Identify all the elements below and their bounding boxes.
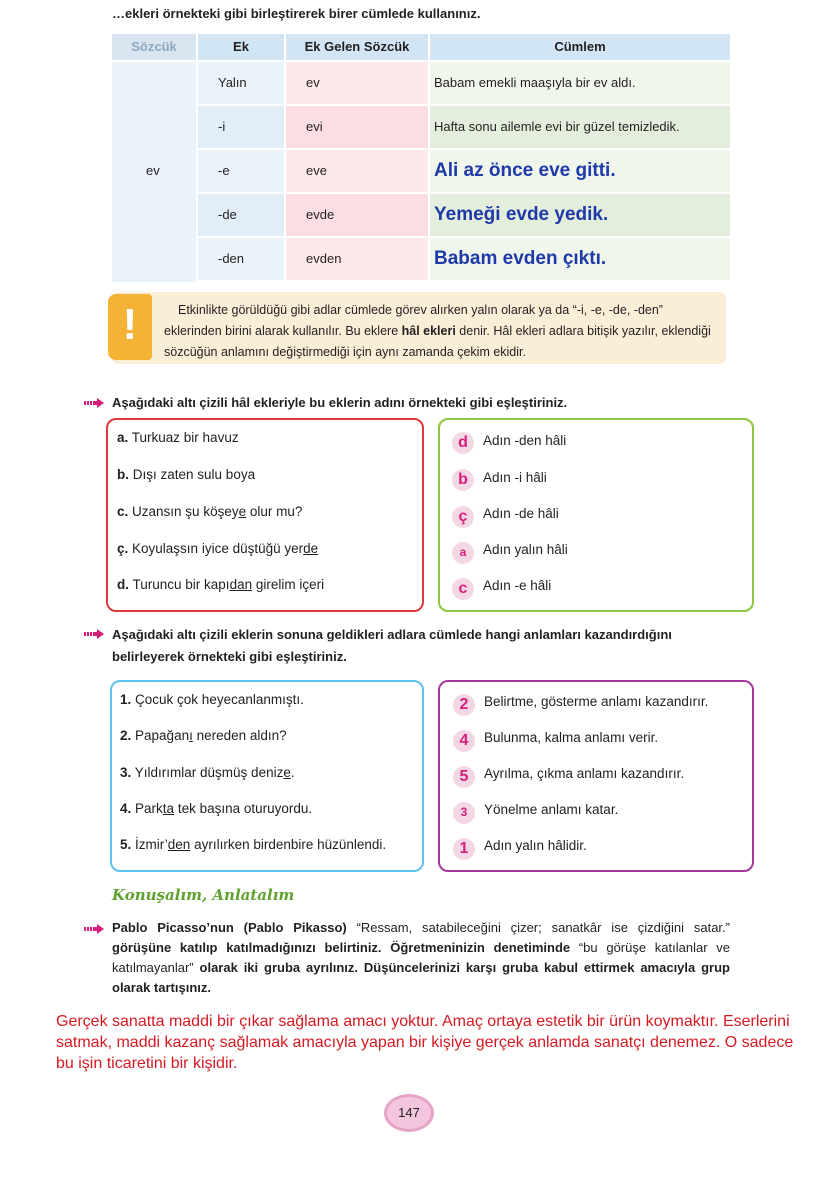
section1-title: Aşağıdaki altı çizili hâl ekleriyle bu eklerin adını örnekteki gibi eşleştiriniz. xyxy=(112,395,568,410)
section2-title: Aşağıdaki altı çizili eklerin sonuna geldikleri adlara cümlede hangi anlamları kazandırdığını belirleyerek örnekteki gibi eşleştiriniz. xyxy=(112,627,672,664)
top-instruction: …ekleri örnekteki gibi birleştirerek birer cümlede kullanınız. xyxy=(112,6,481,21)
section1-right-box xyxy=(438,418,754,612)
section1-left-box xyxy=(106,418,424,612)
answer-badge: 1 xyxy=(453,838,475,860)
handwritten-answer: Gerçek sanatta maddi bir çıkar sağlama amacı yoktur. Amaç ortaya estetik bir ürün koymaktır. Eserlerini satmak, maddi kazanç sağlamak amacıyla yapan bir kişiye gerçek anlamda sanatçı denemez. O sadece bu işin ticaretini bir kişidir. xyxy=(56,1013,794,1072)
answer-badge: c xyxy=(452,578,474,600)
answer-badge: b xyxy=(452,469,474,491)
arrow-icon xyxy=(84,924,104,934)
list-item: a. Turkuaz bir havuz xyxy=(117,430,239,445)
page-number: 147 xyxy=(384,1094,434,1132)
header-suffixed-word: Ek Gelen Sözcük xyxy=(304,39,410,54)
arrow-icon xyxy=(84,629,104,639)
row-sentence-handwritten: Yemeği evde yedik. xyxy=(434,204,609,225)
answer-badge: 3 xyxy=(453,802,475,824)
header-word: Sözcük xyxy=(131,39,177,54)
match-option: Adın -de hâli xyxy=(483,506,559,521)
table-background xyxy=(112,34,730,282)
list-item: 4. Parkta tek başına oturuyordu. xyxy=(120,801,313,816)
note-text: Etkinlikte görüldüğü gibi adlar cümlede görev alırken yalın olarak ya da “-i, -e, -de, -den” eklerinden birini alarak kullanılır. Bu eklere hâl ekleri denir. Hâl ekleri adlara bitişik yazılır, eklendiği sözcüğün anlamını değiştirmediği için aynı zamanda çekim ekidir. xyxy=(164,303,711,359)
match-option: Adın -e hâli xyxy=(483,578,552,593)
row-sentence-handwritten: Babam evden çıktı. xyxy=(434,248,607,269)
match-option: Adın yalın hâlidir. xyxy=(484,838,587,853)
list-item: 1. Çocuk çok heyecanlanmıştı. xyxy=(120,692,304,707)
header-sentence: Cümlem xyxy=(554,39,606,54)
match-option: Ayrılma, çıkma anlamı kazandırır. xyxy=(484,766,685,781)
row-suffix: -i xyxy=(218,119,226,134)
row-word: evi xyxy=(306,119,323,134)
row-word: evden xyxy=(306,251,342,266)
match-option: Adın -den hâli xyxy=(483,433,567,448)
answer-badge: ç xyxy=(452,506,474,528)
answer-badge: 4 xyxy=(453,730,475,752)
section2-right-box xyxy=(438,680,754,872)
answer-badge: a xyxy=(452,542,474,564)
match-option: Bulunma, kalma anlamı verir. xyxy=(484,730,659,745)
match-option: Yönelme anlamı katar. xyxy=(484,802,619,817)
list-item: 3. Yıldırımlar düşmüş denize. xyxy=(120,765,295,780)
row-suffix: -de xyxy=(218,207,237,222)
row-suffix: Yalın xyxy=(218,75,247,90)
row-suffix: -e xyxy=(218,163,230,178)
exclamation-icon: ! xyxy=(108,294,152,360)
answer-badge: d xyxy=(452,432,474,454)
list-item: b. Dışı zaten sulu boya xyxy=(117,467,256,482)
info-note xyxy=(112,292,726,364)
list-item: 5. İzmir’den ayrılırken birdenbire hüzünlendi. xyxy=(120,837,387,852)
arrow-icon xyxy=(84,398,104,408)
row-suffix: -den xyxy=(218,251,245,266)
row-word: eve xyxy=(306,163,327,178)
header-suffix: Ek xyxy=(233,39,249,54)
match-option: Belirtme, gösterme anlamı kazandırır. xyxy=(484,694,709,709)
row-sentence: Babam emekli maaşıyla bir ev aldı. xyxy=(434,75,636,90)
list-item: ç. Koyulaşsın iyice düştüğü yerde xyxy=(117,541,319,556)
row-sentence-handwritten: Ali az önce eve gitti. xyxy=(434,160,616,181)
match-option: Adın -i hâli xyxy=(483,470,547,485)
root-word: ev xyxy=(146,163,160,178)
row-word: ev xyxy=(306,75,320,90)
speaking-instruction: Pablo Picasso’nun (Pablo Pikasso) “Ressam, satabileceğini çizer; sanatkâr ise çizdiğini satar.” görüşüne katılıp katılmadığınızı belirtiniz. Öğretmeninizin denetiminde “bu görüşe katılanlar ve katılmayanlar” olarak iki gruba ayrılınız. Düşüncelerinizi karşı gruba kabul ettirmek amacıyla grup olarak tartışınız. xyxy=(112,920,731,995)
answer-badge: 2 xyxy=(453,694,475,716)
section2-left-box xyxy=(110,680,424,872)
list-item: 2. Papağanı nereden aldın? xyxy=(120,728,287,743)
answer-badge: 5 xyxy=(453,766,475,788)
list-item: d. Turuncu bir kapıdan girelim içeri xyxy=(117,577,325,592)
match-option: Adın yalın hâli xyxy=(483,542,568,557)
speaking-title: Konuşalım, Anlatalım xyxy=(112,886,295,904)
list-item: c. Uzansın şu köşeye olur mu? xyxy=(117,504,303,519)
row-sentence: Hafta sonu ailemle evi bir güzel temizledik. xyxy=(434,119,680,134)
row-word: evde xyxy=(306,207,335,222)
